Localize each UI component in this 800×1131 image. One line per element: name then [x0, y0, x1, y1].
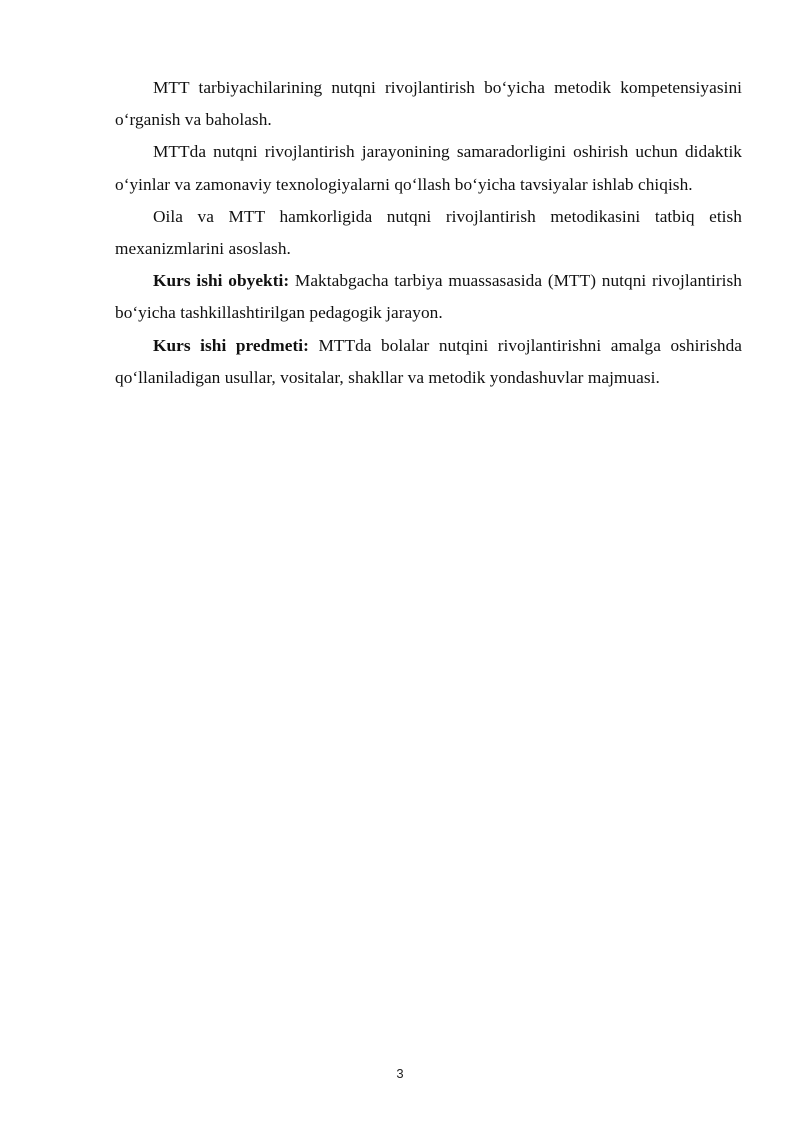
- term-label: Kurs ishi obyekti:: [153, 271, 290, 291]
- page-number: 3: [396, 1066, 404, 1081]
- paragraph-kurs-ishi-predmeti: [115, 330, 742, 394]
- paragraph-text: MTTda nutqni rivojlantirish jarayonining samaradorligini oshirish uchun didaktik o‘yinlar va zamonaviy texnologiyalarni qo‘llash bo‘yicha tavsiyalar ishlab chiqish.: [115, 142, 742, 194]
- paragraph-metodik-kompetensiya: [115, 72, 742, 136]
- paragraph-text: Oila va MTT hamkorligida nutqni rivojlantirish metodikasini tatbiq etish mexanizmlarini asoslash.: [115, 206, 742, 259]
- paragraph-tavsiyalar: [115, 136, 742, 200]
- term-label: Kurs ishi predmeti:: [153, 335, 309, 355]
- paragraph-text: Maktabgacha tarbiya muassasasida (MTT) nutqni rivojlantirish bo‘yicha tashkillashtirilgan pedagogik jarayon.: [115, 271, 742, 323]
- paragraph-oila-hamkorligi: [115, 201, 742, 265]
- paragraph-text: MTT tarbiyachilarining nutqni rivojlantirish bo‘yicha metodik kompetensiyasini o‘rganish va baholash.: [115, 78, 742, 130]
- paragraph-text: MTTda bolalar nutqini rivojlantirishni amalga oshirishda qo‘llaniladigan usullar, vositalar, shakllar va metodik yondashuvlar majmuasi.: [115, 335, 742, 387]
- paragraph-kurs-ishi-obyekti: [115, 265, 742, 329]
- page-body: [115, 72, 742, 394]
